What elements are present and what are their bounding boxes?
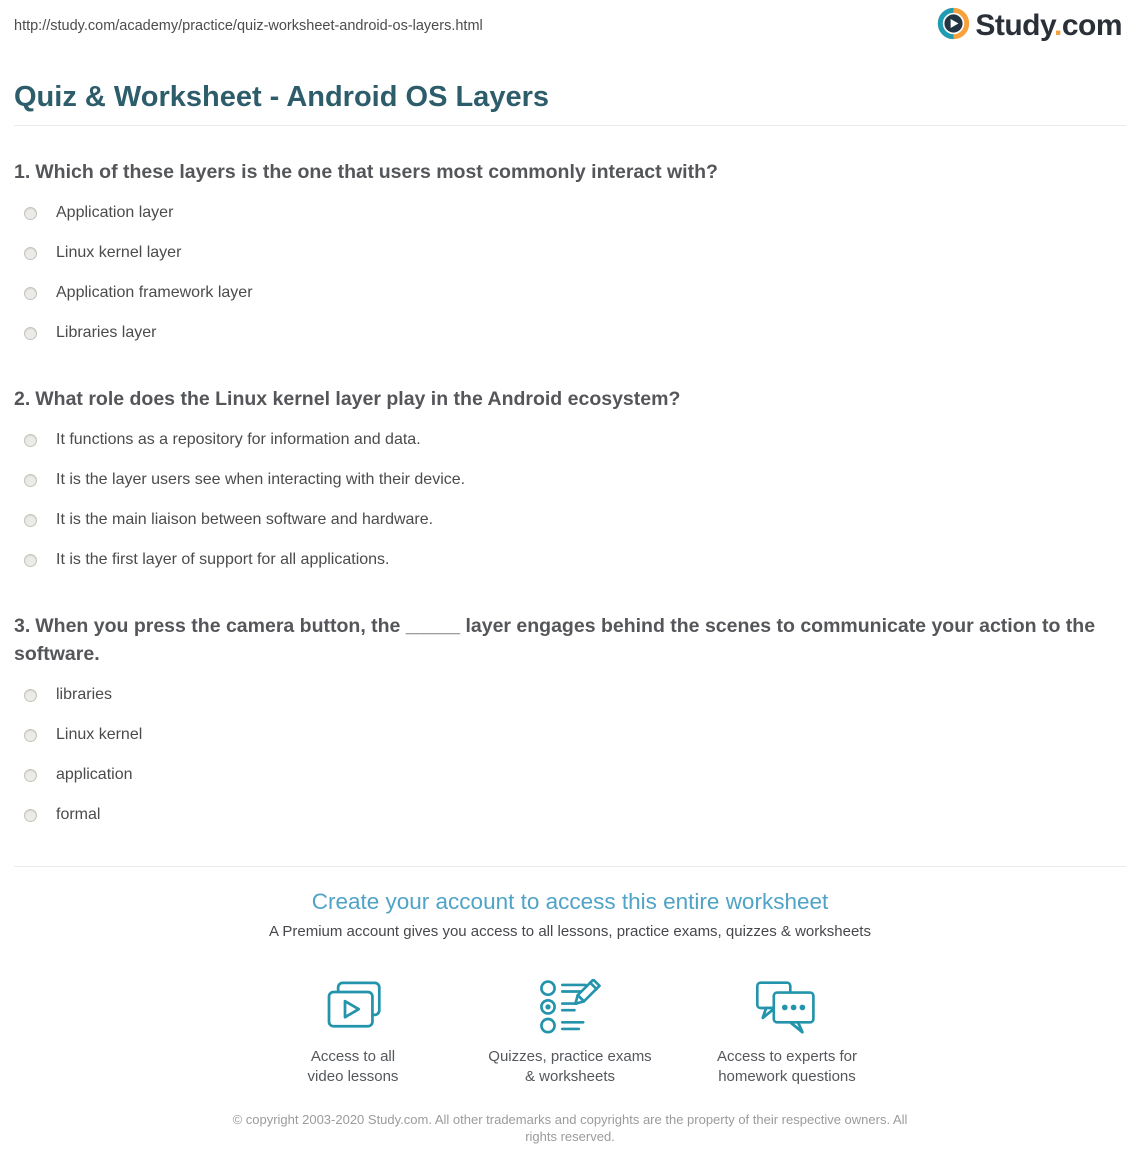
page-header bbox=[0, 0, 1140, 58]
cta-section bbox=[0, 866, 1140, 1087]
option-row[interactable] bbox=[14, 273, 1126, 313]
option-label[interactable]: It is the layer users see when interacting with their device. bbox=[56, 471, 466, 488]
question-2 bbox=[14, 385, 1126, 580]
chat-experts-icon bbox=[679, 973, 896, 1037]
option-row[interactable] bbox=[14, 500, 1126, 540]
option-row[interactable] bbox=[14, 233, 1126, 273]
radio-button[interactable] bbox=[24, 327, 37, 340]
option-row[interactable] bbox=[14, 193, 1126, 233]
cta-subheading: A Premium account gives you access to all lessons, practice exams, quizzes & worksheets bbox=[269, 923, 871, 940]
option-row[interactable] bbox=[14, 460, 1126, 500]
feature-label: Access to experts for homework questions bbox=[716, 1048, 858, 1085]
option-row[interactable] bbox=[14, 675, 1126, 715]
option-label[interactable]: Linux kernel layer bbox=[56, 244, 182, 261]
option-row[interactable] bbox=[14, 313, 1126, 353]
radio-button[interactable] bbox=[24, 809, 37, 822]
option-label[interactable]: formal bbox=[56, 806, 101, 823]
question-number: 2. bbox=[14, 388, 31, 410]
features-row bbox=[0, 973, 1140, 1087]
feature-video-lessons bbox=[245, 973, 462, 1087]
question-text: When you press the camera button, the _____ layer engages behind the scenes to communicate your action to the software. bbox=[14, 615, 1096, 665]
radio-button[interactable] bbox=[24, 207, 37, 220]
option-row[interactable] bbox=[14, 540, 1126, 580]
option-label[interactable]: It functions as a repository for information and data. bbox=[56, 431, 421, 448]
feature-label: Quizzes, practice exams & worksheets bbox=[488, 1048, 652, 1085]
question-text: Which of these layers is the one that users most commonly interact with? bbox=[35, 161, 718, 183]
question-heading bbox=[14, 158, 1114, 186]
radio-button[interactable] bbox=[24, 769, 37, 782]
radio-button[interactable] bbox=[24, 287, 37, 300]
option-label[interactable]: Linux kernel bbox=[56, 726, 143, 743]
radio-button[interactable] bbox=[24, 474, 37, 487]
url-text: http://study.com/academy/practice/quiz-worksheet-android-os-layers.html bbox=[14, 18, 483, 34]
radio-button[interactable] bbox=[24, 514, 37, 527]
feature-expert-help bbox=[679, 973, 896, 1087]
option-row[interactable] bbox=[14, 755, 1126, 795]
option-label[interactable]: libraries bbox=[56, 686, 113, 703]
question-heading bbox=[14, 385, 1114, 413]
option-label[interactable]: It is the main liaison between software and hardware. bbox=[56, 511, 434, 528]
question-number: 3. bbox=[14, 615, 31, 637]
option-label[interactable]: Application layer bbox=[56, 204, 174, 221]
video-lessons-icon bbox=[245, 973, 462, 1037]
option-label[interactable]: It is the first layer of support for all applications. bbox=[56, 551, 390, 568]
radio-button[interactable] bbox=[24, 729, 37, 742]
options-group bbox=[14, 193, 1126, 353]
title-divider bbox=[14, 125, 1126, 126]
option-label[interactable]: Libraries layer bbox=[56, 324, 157, 341]
question-heading bbox=[14, 612, 1114, 668]
radio-button[interactable] bbox=[24, 554, 37, 567]
option-row[interactable] bbox=[14, 795, 1126, 835]
options-group bbox=[14, 675, 1126, 835]
radio-button[interactable] bbox=[24, 689, 37, 702]
option-label[interactable]: Application framework layer bbox=[56, 284, 253, 301]
question-1 bbox=[14, 158, 1126, 353]
option-row[interactable] bbox=[14, 420, 1126, 460]
radio-button[interactable] bbox=[24, 434, 37, 447]
logo-wordmark: Study.com bbox=[975, 9, 1122, 42]
study-logo[interactable] bbox=[937, 6, 1122, 46]
logo-play-icon bbox=[937, 7, 970, 45]
quiz-worksheet-icon bbox=[462, 973, 679, 1037]
cta-heading[interactable]: Create your account to access this entire worksheet bbox=[311, 889, 829, 914]
question-3 bbox=[14, 612, 1126, 835]
option-label[interactable]: application bbox=[56, 766, 133, 783]
question-number: 1. bbox=[14, 161, 31, 183]
option-row[interactable] bbox=[14, 715, 1126, 755]
feature-quizzes-worksheets bbox=[462, 973, 679, 1087]
feature-label: Access to all video lessons bbox=[307, 1048, 399, 1085]
options-group bbox=[14, 420, 1126, 580]
page-title: Quiz & Worksheet - Android OS Layers bbox=[14, 81, 549, 113]
copyright-text: © copyright 2003-2020 Study.com. All other trademarks and copyrights are the property of their respective owners. All rights reserved. bbox=[232, 1112, 908, 1144]
question-text: What role does the Linux kernel layer play in the Android ecosystem? bbox=[35, 388, 681, 410]
cta-divider bbox=[14, 866, 1126, 867]
radio-button[interactable] bbox=[24, 247, 37, 260]
